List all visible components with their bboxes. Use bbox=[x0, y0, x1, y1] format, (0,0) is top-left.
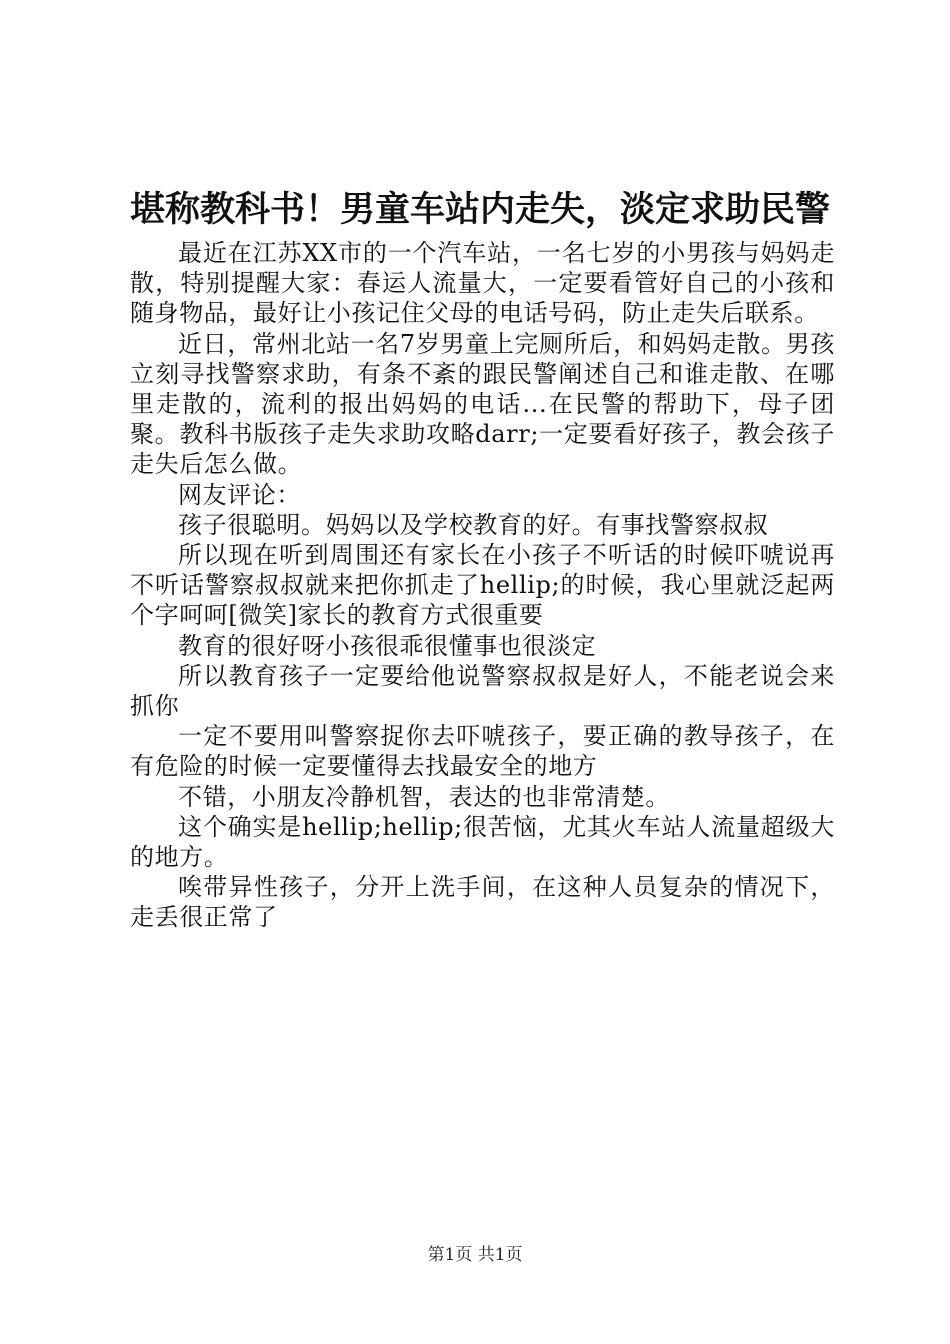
comment-paragraph: 教育的很好呀小孩很乖很懂事也很淡定 bbox=[178, 631, 597, 660]
document-body bbox=[130, 238, 835, 933]
comments-heading: 网友评论： bbox=[178, 480, 301, 509]
paragraph: 近日，常州北站一名7岁男童上完厕所后，和妈妈走散。男孩立刻寻找警察求助，有条不紊的跟民警阐述自己和谁走散、在哪里走散的，流利的报出妈妈的电话...在民警的帮助下，母子团聚。教科书版孩子走失求助攻略darr;一定要看好孩子，教会孩子走失后怎么做。 bbox=[130, 329, 835, 479]
comment-paragraph: 唉带异性孩子，分开上洗手间，在这种人员复杂的情况下，走丢很正常了 bbox=[130, 873, 835, 932]
comment-paragraph: 所以教育孩子一定要给他说警察叔叔是好人，不能老说会来抓你 bbox=[130, 661, 835, 721]
paragraph: 最近在江苏XX市的一个汽车站，一名七岁的小男孩与妈妈走散，特别提醒大家：春运人流量大，一定要看管好自己的小孩和随身物品，最好让小孩记住父母的电话号码，防止走失后联系。 bbox=[130, 239, 835, 328]
comment-paragraph: 这个确实是hellip;hellip;很苦恼，尤其火车站人流量超级大的地方。 bbox=[130, 812, 835, 872]
page-number-footer: 第1页 共1页 bbox=[427, 1245, 523, 1265]
comment-paragraph: 孩子很聪明。妈妈以及学校教育的好。有事找警察叔叔 bbox=[178, 510, 769, 539]
comment-paragraph: 不错，小朋友冷静机智，表达的也非常清楚。 bbox=[178, 782, 670, 811]
comment-paragraph: 一定不要用叫警察捉你去吓唬孩子，要正确的教导孩子，在有危险的时候一定要懂得去找最安全的地方 bbox=[130, 722, 835, 781]
document-title: 堪称教科书！男童车站内走失，淡定求助民警 bbox=[130, 189, 831, 230]
comment-paragraph: 所以现在听到周围还有家长在小孩子不听话的时候吓唬说再不听话警察叔叔就来把你抓走了hellip;的时候，我心里就泛起两个字呵呵[微笑]家长的教育方式很重要 bbox=[130, 541, 835, 630]
